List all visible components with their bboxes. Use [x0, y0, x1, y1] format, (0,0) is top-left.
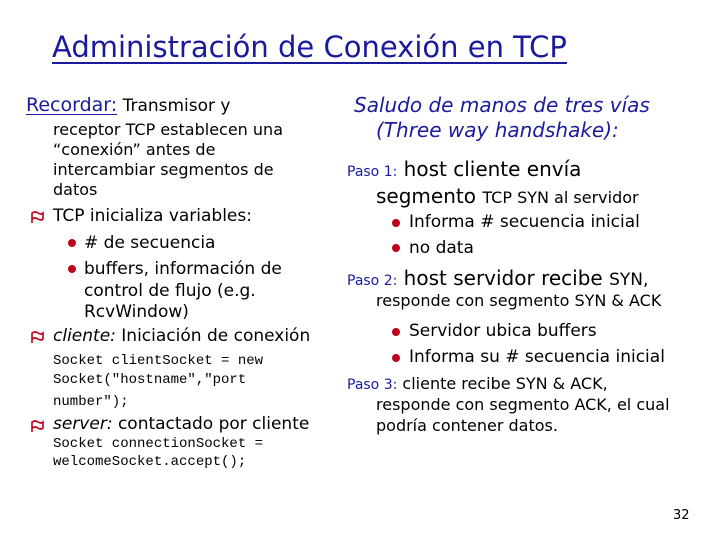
server-text: contactado por cliente	[112, 414, 310, 434]
server-code-2: welcomeSocket.accept();	[53, 454, 247, 470]
step1-label: Paso 1:	[347, 164, 398, 180]
recordar-line	[26, 94, 231, 116]
page-number: 32	[673, 508, 690, 523]
step2-sub-2: Informa su # secuencia inicial	[409, 347, 665, 367]
step3-line-2: responde con segmento ACK, el cual	[376, 395, 670, 414]
server-code-1: Socket connectionSocket =	[53, 436, 264, 452]
slide-title: Administración de Conexión en TCP	[52, 30, 567, 64]
step2-label: Paso 2:	[347, 273, 398, 289]
step3-line-1	[347, 374, 608, 393]
recordar-line-3: “conexión” antes de	[53, 140, 216, 159]
recordar-line-4: intercambiar segmentos de	[53, 160, 274, 179]
recordar-line-5: datos	[53, 180, 98, 199]
step1-text-2a: segmento	[376, 184, 483, 208]
red-flag-bullet-icon	[30, 330, 44, 344]
sub-buffers-3: RcvWindow)	[84, 302, 189, 322]
bullet-client	[53, 326, 310, 346]
client-code-3: number");	[53, 394, 129, 410]
sub-buffers-1: buffers, información de	[84, 259, 282, 279]
step1-text-2b: TCP SYN al servidor	[482, 188, 639, 207]
bullet-server	[53, 414, 309, 434]
recordar-line-2: receptor TCP establecen una	[53, 120, 283, 139]
sub-seq: # de secuencia	[84, 233, 216, 253]
client-code-1: Socket clientSocket = new	[53, 353, 264, 369]
recordar-text: Transmisor y	[117, 96, 231, 116]
handshake-heading-2: (Three way handshake):	[376, 118, 619, 142]
step2-line-2: responde con segmento SYN & ACK	[376, 291, 662, 310]
m-dot-bullet-icon	[391, 243, 401, 253]
client-text: Iniciación de conexión	[115, 326, 311, 346]
step3-line-3: podría contener datos.	[376, 416, 558, 435]
m-dot-bullet-icon	[67, 264, 77, 274]
client-label: cliente:	[53, 326, 116, 346]
bullet-tcp-init: TCP inicializa variables:	[53, 206, 252, 226]
step1-text-1: host cliente envía	[397, 157, 582, 181]
handshake-heading-1: Saludo de manos de tres vías	[354, 93, 650, 117]
step1-sub-2: no data	[409, 238, 474, 258]
step2-text-1b: SYN,	[609, 270, 649, 290]
step2-sub-1: Servidor ubica buffers	[409, 321, 597, 341]
server-label: server:	[53, 414, 113, 434]
step2-text-1a: host servidor recibe	[397, 266, 610, 290]
step1-line-2	[376, 184, 639, 208]
m-dot-bullet-icon	[391, 327, 401, 337]
sub-buffers-2: control de flujo (e.g.	[84, 281, 256, 301]
m-dot-bullet-icon	[391, 218, 401, 228]
step2-line-1	[347, 266, 648, 290]
red-flag-bullet-icon	[30, 210, 44, 224]
m-dot-bullet-icon	[391, 353, 401, 363]
step3-label: Paso 3:	[347, 377, 398, 393]
m-dot-bullet-icon	[67, 238, 77, 248]
step3-text-1: cliente recibe SYN & ACK,	[397, 374, 608, 393]
client-code-2: Socket("hostname","port	[53, 372, 247, 388]
red-flag-bullet-icon	[30, 419, 44, 433]
recordar-label: Recordar:	[26, 94, 118, 116]
step1-sub-1: Informa # secuencia inicial	[409, 212, 640, 232]
step1-line-1	[347, 157, 581, 181]
